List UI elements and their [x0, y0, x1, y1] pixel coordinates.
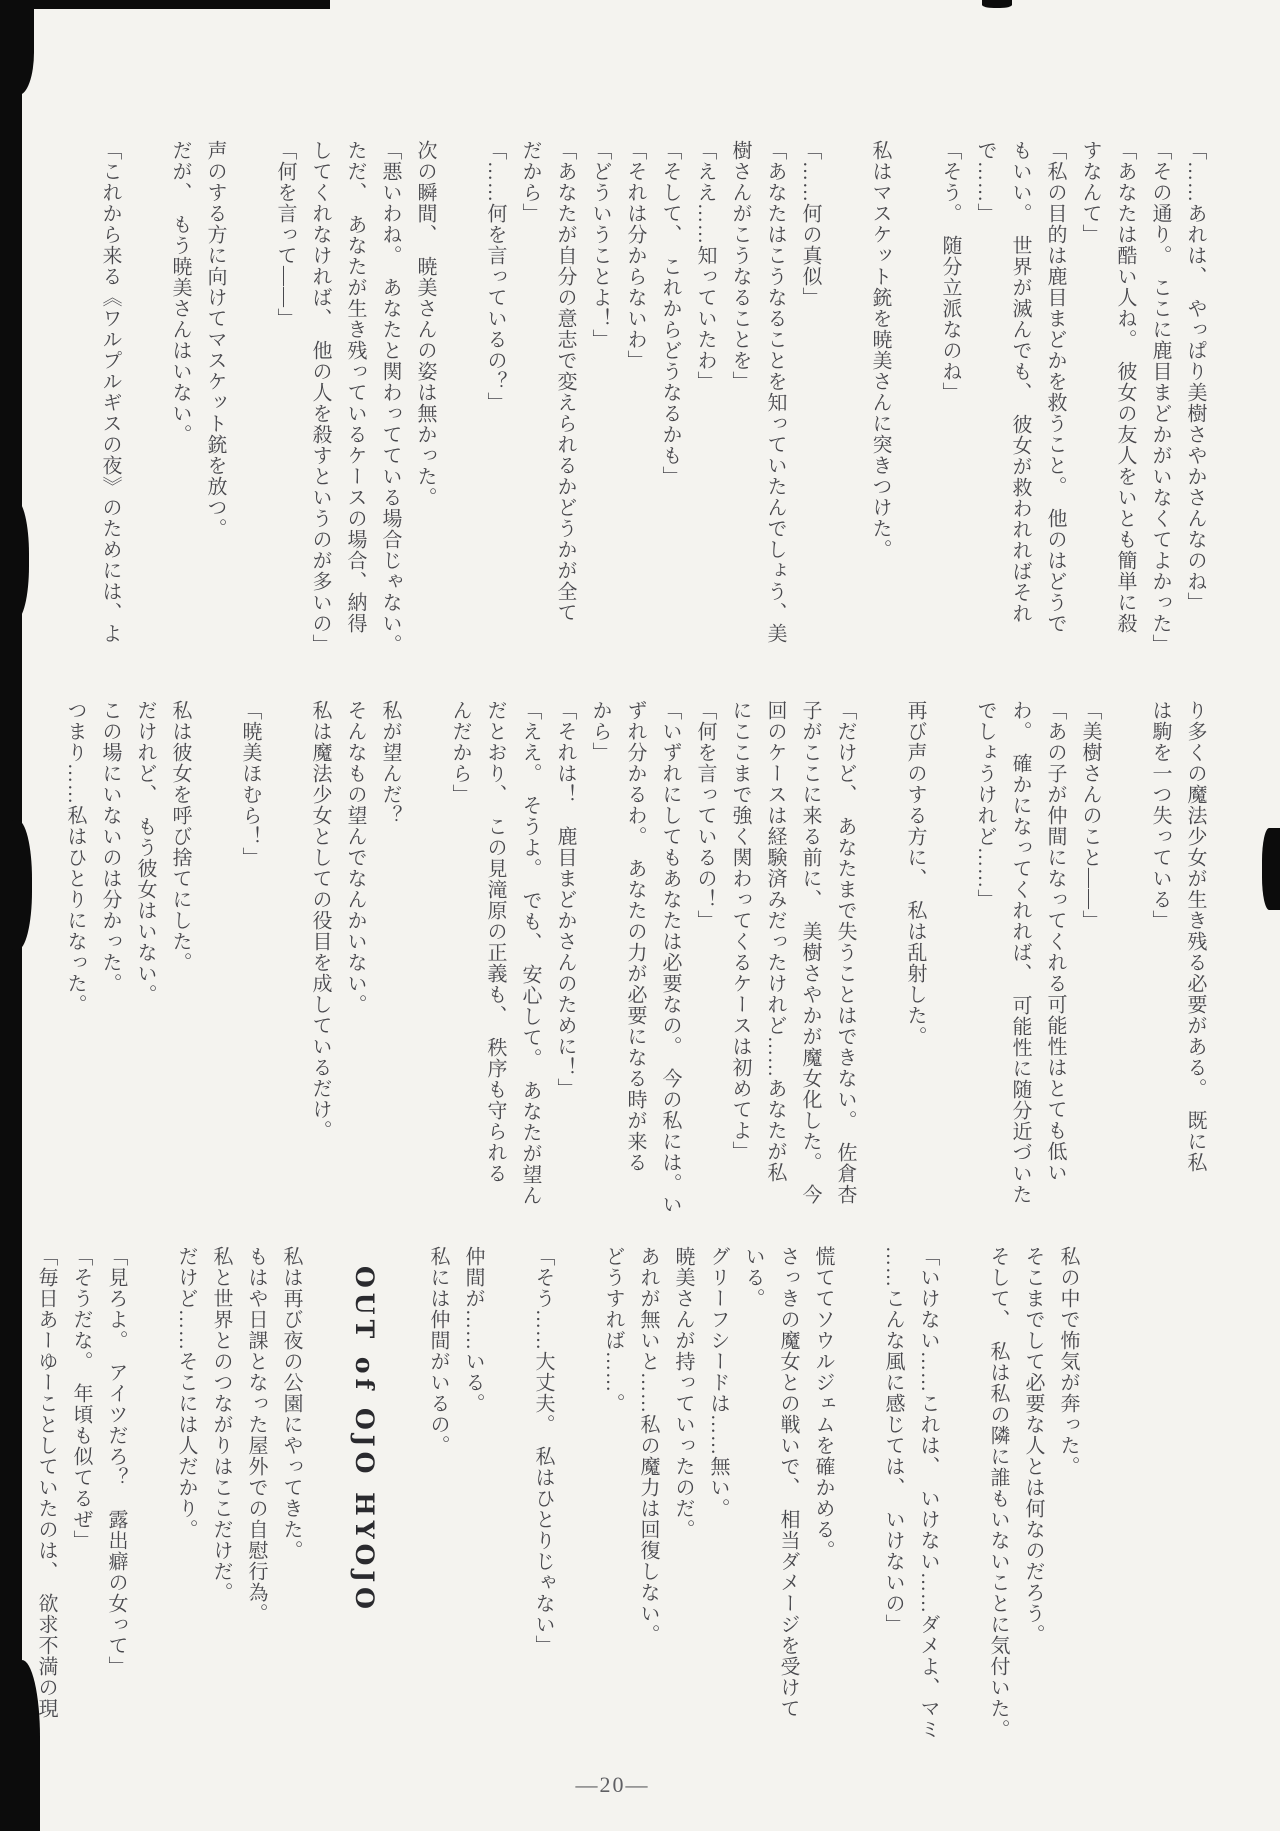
- text-column: [827, 140, 862, 686]
- text-column: だから」: [519, 140, 541, 224]
- text-column: 「……あれは、 やっぱり美樹さやかさんなのね」: [1184, 140, 1206, 613]
- text-column: 私が望んだ？: [379, 700, 401, 826]
- text-column: 「……何を言っているの？」: [484, 140, 506, 413]
- text-column: 暁美さんが持っていったのだ。: [672, 1246, 694, 1540]
- text-column: わ。 確かになってくれれば、 可能性に随分近づいた: [1009, 700, 1031, 1205]
- ornament-text: OUT of OJO HYOJO: [350, 1266, 379, 1614]
- text-column: 「これから来る《ワルプルギスの夜》のためには、よ: [99, 140, 121, 644]
- text-column: 声のする方に向けてマスケット銃を放つ。: [204, 140, 226, 539]
- page-number: —20—: [575, 1772, 650, 1797]
- text-column: 仲間が……いる。: [462, 1246, 484, 1414]
- text-column: だけど……そこには人だかり。: [175, 1246, 197, 1540]
- text-band-bottom: [35, 1246, 1085, 1766]
- text-column: 「そう。 随分立派なのね」: [939, 140, 961, 403]
- text-column: [407, 700, 442, 1246]
- text-column: 私は彼女を呼び捨てにした。: [169, 700, 191, 973]
- text-column: この場にいないのは分かった。: [99, 700, 121, 994]
- text-column: 私はマスケット銃を暁美さんに突きつけた。: [869, 140, 891, 560]
- text-band-top: [92, 140, 1212, 686]
- text-column: 「毎日あーゆーことしていたのは、 欲求不満の現: [35, 1246, 57, 1719]
- text-column: [232, 140, 267, 686]
- text-column: してくれなければ、 他の人を殺すというのが多いの」: [309, 140, 331, 655]
- text-column: 「ええ……知っていたわ」: [694, 140, 716, 392]
- text-column: 再び声のする方に、 私は乱射した。: [904, 700, 926, 1047]
- text-column: グリーフシードは……無い。: [707, 1246, 729, 1519]
- text-column: [267, 700, 302, 1246]
- text-column: だけれど、 もう彼女はいない。: [134, 700, 156, 1005]
- text-column: だとおり、 この見滝原の正義も、 秩序も守られる: [484, 700, 506, 1184]
- text-column: [133, 1246, 168, 1766]
- text-column: で……」: [974, 140, 996, 224]
- text-column: [308, 1246, 343, 1766]
- text-column: 「ええ。 そうよ。 でも、 安心して。 あなたが望ん: [519, 700, 541, 1206]
- text-column: は駒を一つ失っている」: [1149, 700, 1171, 931]
- text-column: 「そう……大丈夫。 私はひとりじゃない」: [532, 1246, 554, 1656]
- text-column: そんなもの望んでなんかいない。: [344, 700, 366, 1015]
- text-column: 「その通り。 ここに鹿目まどかがいなくてよかった」: [1149, 140, 1171, 655]
- text-column: にここまで強く関わってくるケースは初めてよ」: [729, 700, 751, 1162]
- text-column: [1107, 700, 1142, 1246]
- scan-blotch-left-upper: [0, 500, 29, 620]
- text-column: さっきの魔女との戦いで、 相当ダメージを受けて: [777, 1246, 799, 1719]
- text-column: そして、 私は私の隣に誰もいないことに気付いた。: [987, 1246, 1009, 1740]
- text-column: 「美樹さんのこと――」: [1079, 700, 1101, 931]
- text-column: 樹さんがこうなることを」: [729, 140, 751, 392]
- text-column: 「それは分からないわ」: [624, 140, 646, 371]
- text-column: もはや日課となった屋外での自慰行為。: [245, 1246, 267, 1624]
- text-column: 「何を言って――」: [274, 140, 296, 329]
- text-column: 「見ろよ。 アイツだろ？ 露出癖の女って」: [105, 1246, 127, 1677]
- text-column: [127, 140, 162, 686]
- text-column: 「悪いわね。 あなたと関わってている場合じゃない。: [379, 140, 401, 655]
- text-column: 「いけない……これは、 いけない……ダメよ、マミ: [917, 1246, 939, 1740]
- text-column: 子がここに来る前に、 美樹さやかが魔女化した。 今: [799, 700, 821, 1205]
- text-column: [945, 1246, 980, 1766]
- text-column: 「そして、 これからどうなるかも」: [659, 140, 681, 487]
- text-column: あれが無いと……私の魔力は回復しない。: [637, 1246, 659, 1645]
- text-column: [490, 1246, 525, 1766]
- text-column: 私は魔法少女としての役目を成しているだけ。: [309, 700, 331, 1141]
- scan-mark-top: [982, 0, 1012, 8]
- scan-blotch-top-left: [0, 0, 34, 95]
- text-column: 「私の目的は鹿目まどかを救うこと。 他のはどうで: [1044, 140, 1066, 634]
- text-column: いる。: [742, 1246, 764, 1309]
- text-column: 「いずれにしてもあなたは必要なの。 今の私には。い: [659, 700, 681, 1215]
- text-column: 「そうだな。 年頃も似てるぜ」: [70, 1246, 92, 1551]
- text-column: すなんて」: [1079, 140, 1101, 245]
- text-column: [862, 700, 897, 1246]
- text-column: [385, 1246, 420, 1766]
- text-column: [560, 1246, 595, 1766]
- text-column: [442, 140, 477, 686]
- text-column: [840, 1246, 875, 1766]
- text-column: 「何を言っているの！」: [694, 700, 716, 931]
- text-column: 「あなたは酷い人ね。 彼女の友人をいとも簡単に殺: [1114, 140, 1136, 634]
- text-column: どうすれば……。: [602, 1246, 624, 1414]
- text-column: 私と世界とのつながりはここだけだ。: [210, 1246, 232, 1603]
- text-column: 慌ててソウルジェムを確かめる。: [812, 1246, 834, 1561]
- text-column: [197, 700, 232, 1246]
- text-column: だが、 もう暁美さんはいない。: [169, 140, 191, 445]
- text-column: 私は再び夜の公園にやってきた。: [280, 1246, 302, 1561]
- text-column: [897, 140, 932, 686]
- text-column: ずれ分かるわ。 あなたの力が必要になる時が来る: [624, 700, 646, 1173]
- scan-blotch-left-middle: [0, 820, 32, 950]
- text-column: もいい。 世界が滅んでも、 彼女が救われればそれ: [1009, 140, 1031, 624]
- text-column: [932, 700, 967, 1246]
- text-column: 「……何の真似」: [799, 140, 821, 308]
- text-column: 「あの子が仲間になってくれる可能性はとても低い: [1044, 700, 1066, 1183]
- text-column: 私の中で怖気が奔った。: [1057, 1246, 1079, 1477]
- text-band-middle: [57, 700, 1212, 1246]
- text-column: り多くの魔法少女が生き残る必要がある。 既に私: [1184, 700, 1206, 1173]
- text-column: つまり……私はひとりになった。: [64, 700, 86, 1015]
- text-column: ……こんな風に感じては、 いけないの」: [882, 1246, 904, 1635]
- text-column: 私には仲間がいるの。: [427, 1246, 449, 1456]
- text-column: から」: [589, 700, 611, 763]
- text-column: でしょうけれど……」: [974, 700, 996, 910]
- text-column: 「あなたはこうなることを知っていたんでしょう、美: [764, 140, 786, 644]
- text-column: ただ、 あなたが生き残っているケースの場合、納得: [344, 140, 366, 634]
- scan-edge-top: [0, 0, 330, 9]
- text-column: 回のケースは経験済みだったけれど……あなたが私: [764, 700, 786, 1183]
- text-column: んだから」: [449, 700, 471, 805]
- scan-blotch-right-edge: [1262, 828, 1280, 910]
- text-column: 「あなたが自分の意志で変えられるかどうかが全て: [554, 140, 576, 623]
- text-column: 「暁美ほむら！」: [239, 700, 261, 868]
- text-column: 「それは！ 鹿目まどかさんのために！」: [554, 700, 576, 1099]
- text-column: 次の瞬間、 暁美さんの姿は無かった。: [414, 140, 436, 508]
- text-column: 「どういうことよ！」: [589, 140, 611, 350]
- text-column: 「だけど、 あなたまで失うことはできない。 佐倉杏: [834, 700, 856, 1205]
- text-column: そこまでして必要な人とは何なのだろう。: [1022, 1246, 1044, 1645]
